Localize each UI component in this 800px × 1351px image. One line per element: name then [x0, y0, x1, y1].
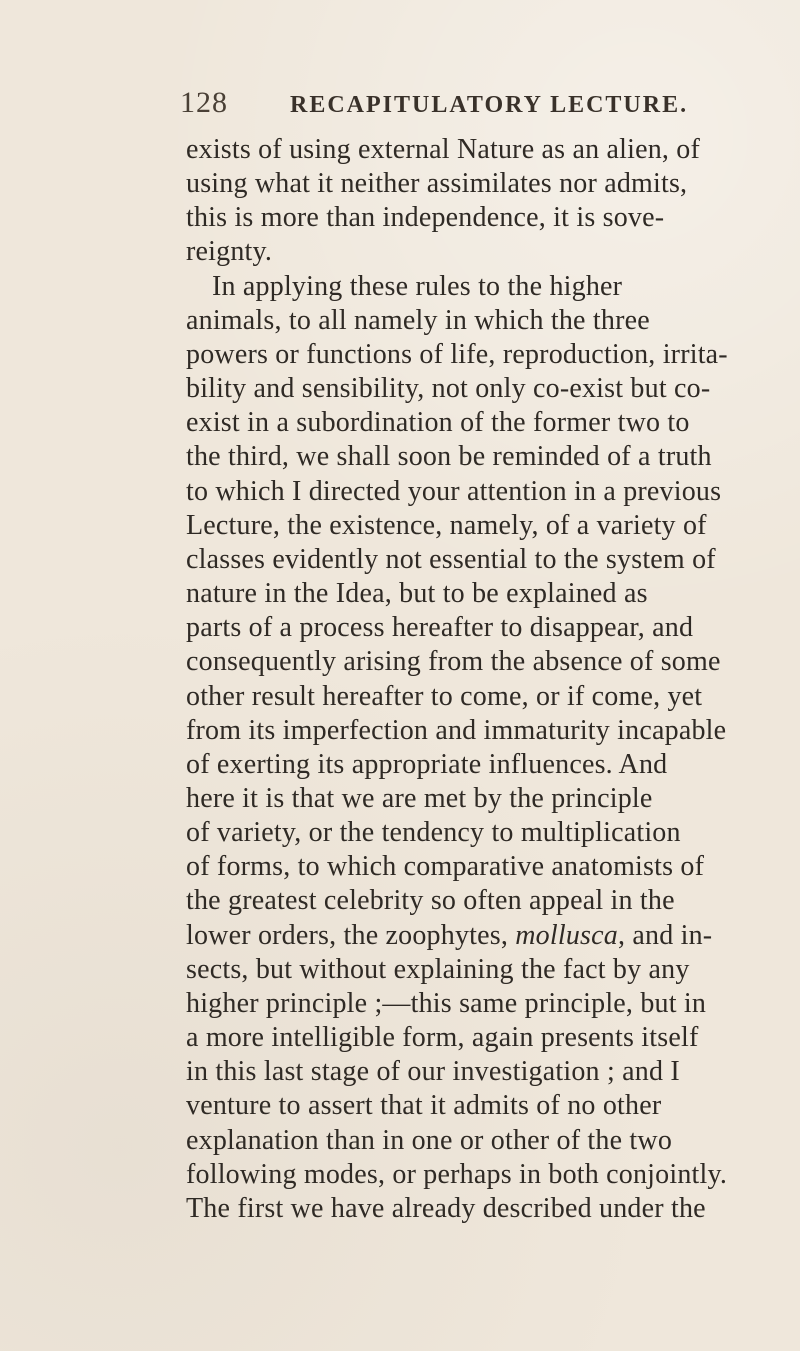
text-line: exist in a subordination of the former two to	[186, 407, 690, 439]
text-line: exists of using external Nature as an alien, of	[186, 134, 701, 165]
text-line: Lecture, the existence, namely, of a variety of	[186, 509, 707, 541]
text-line: this is more than independence, it is sove-	[186, 202, 665, 234]
text-line: classes evidently not essential to the system of	[186, 543, 716, 575]
text-line: of exerting its appropriate influences. And	[186, 748, 668, 780]
italic-text: mollusca	[515, 919, 618, 951]
text-line: of variety, or the tendency to multiplication	[186, 817, 681, 849]
text-line: the third, we shall soon be reminded of a truth	[186, 441, 712, 473]
text-line: in this last stage of our investigation ; and I	[186, 1056, 680, 1088]
text-line: to which I directed your attention in a previous	[186, 475, 722, 507]
body-text	[186, 133, 766, 1226]
text-line: using what it neither assimilates nor admits,	[186, 168, 688, 200]
text-line: following modes, or perhaps in both conjointly.	[186, 1158, 728, 1190]
text-line: nature in the Idea, but to be explained as	[186, 578, 648, 610]
text-line: powers or functions of life, reproduction, irrita-	[186, 338, 728, 370]
page-header	[180, 86, 760, 122]
text-line: of forms, to which comparative anatomists of	[186, 851, 705, 883]
text-line: from its imperfection and immaturity incapable	[186, 714, 727, 746]
text-line: animals, to all namely in which the three	[186, 304, 650, 336]
running-head: RECAPITULATORY LECTURE.	[290, 92, 689, 118]
text-line: other result hereafter to come, or if come, yet	[186, 680, 703, 712]
text-line: venture to assert that it admits of no other	[186, 1090, 662, 1122]
text-line: here it is that we are met by the principle	[186, 782, 653, 814]
text-line: the greatest celebrity so often appeal in the	[186, 885, 675, 917]
text-line: In applying these rules to the higher	[212, 270, 623, 302]
text-line: The first we have already described under the	[186, 1192, 706, 1224]
text-line: higher principle ;—this same principle, but in	[186, 987, 707, 1019]
page-number: 128	[180, 86, 228, 119]
text-line: a more intelligible form, again presents itself	[186, 1022, 699, 1054]
text-line: bility and sensibility, not only co-exist but co-	[186, 373, 711, 405]
text-fragment: , and in-	[617, 919, 713, 951]
text-line: sects, but without explaining the fact by any	[186, 953, 690, 985]
text-line	[186, 919, 766, 953]
text-line: explanation than in one or other of the two	[186, 1124, 673, 1156]
text-fragment: lower orders, the zoophytes,	[186, 919, 516, 951]
text-line: consequently arising from the absence of some	[186, 646, 721, 678]
text-line: reignty.	[186, 236, 273, 268]
text-line: parts of a process hereafter to disappear, and	[186, 612, 694, 644]
